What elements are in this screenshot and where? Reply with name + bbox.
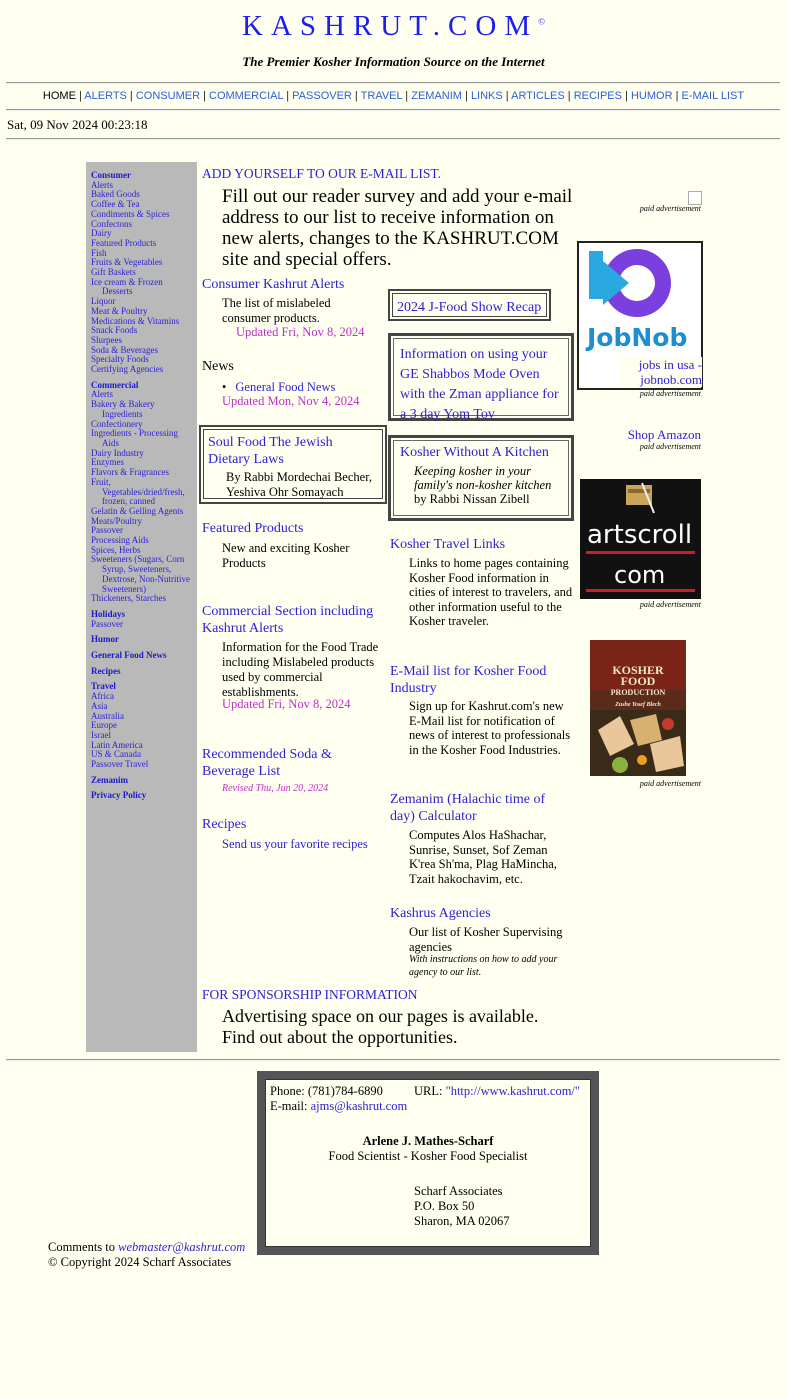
sidebar-item-certifying-agencies[interactable]: Certifying Agencies — [91, 364, 164, 375]
sidebar-item-dairy[interactable]: Dairy — [91, 228, 112, 239]
artscroll-logo-icon — [580, 479, 701, 599]
email-link[interactable]: ajms@kashrut.com — [310, 1099, 408, 1113]
contact-city: Sharon, MA 02067 — [414, 1214, 510, 1228]
nav-separator: | — [200, 90, 210, 102]
paid-ad-label: paid advertisement — [639, 389, 701, 398]
book-title-line: KOSHER — [612, 663, 664, 677]
copyright-mark: © — [538, 16, 545, 27]
sidebar-item-ice-cream-frozen[interactable]: Ice cream & Frozen — [91, 276, 163, 287]
sidebar-item-dextrose-non-nutritive[interactable]: Dextrose, Non-Nutritive — [102, 573, 190, 584]
nav-separator: | — [126, 90, 136, 102]
sidebar-item-spices-herbs[interactable]: Spices, Herbs — [91, 544, 141, 555]
commercial-section-text: Information for the Food Trade including Mislabeled products used by commercial establishments. — [222, 640, 379, 699]
nav-separator: | — [502, 90, 512, 102]
paid-ad-label: paid advertisement — [639, 442, 701, 451]
zemanim-text: Computes Alos HaShachar, Sunrise, Sunset, Sof Zeman K'rea Sh'ma, Plag HaMincha, Tzait hakochavim, etc. — [409, 828, 557, 886]
consumer-alerts-text: The list of mislabeled consumer products. — [222, 296, 331, 325]
email-list-title[interactable]: ADD YOURSELF TO OUR E-MAIL LIST. — [202, 166, 441, 181]
contact-org: Scharf Associates — [414, 1184, 503, 1198]
sidebar-heading-humor[interactable]: Humor — [91, 634, 119, 645]
soda-revised: Revised Thu, Jun 20, 2024 — [222, 783, 329, 794]
send-recipes-link[interactable]: Send us your favorite recipes — [222, 837, 368, 851]
sidebar-item-baked-goods[interactable]: Baked Goods — [91, 189, 140, 200]
nav-separator: | — [351, 90, 361, 102]
sidebar-item-alerts[interactable]: Alerts — [91, 179, 113, 190]
nav-separator: | — [283, 90, 293, 102]
email-label: E-mail: — [270, 1099, 311, 1113]
sidebar-item-alerts[interactable]: Alerts — [91, 389, 113, 400]
soul-food-link[interactable]: Soul Food The Jewish Dietary Laws — [208, 435, 333, 467]
sidebar-heading-travel[interactable]: Travel — [91, 681, 116, 692]
consumer-alerts-updated: Updated Fri, Nov 8, 2024 — [236, 325, 365, 339]
artscroll-ad[interactable] — [580, 479, 701, 599]
agencies-text: Our list of Kosher Supervising agencies — [409, 925, 563, 954]
consumer-alerts-link[interactable]: Consumer Kashrut Alerts — [202, 277, 345, 292]
nav-separator: | — [621, 90, 631, 102]
sidebar-item-gift-baskets[interactable]: Gift Baskets — [91, 267, 136, 278]
sidebar-item-confectons[interactable]: Confectons — [91, 218, 132, 229]
kosher-without-kitchen-link[interactable]: Kosher Without A Kitchen — [400, 445, 549, 460]
sidebar-item-fruit[interactable]: Fruit, — [91, 476, 111, 487]
industry-email-text: Sign up for Kashrut.com's new E-Mail list for notification of news of interest to professionals in the Kosher Food Industries. — [409, 699, 571, 757]
nav-separator: | — [402, 90, 412, 102]
sidebar-item-africa[interactable]: Africa — [91, 691, 114, 702]
sidebar-item-specialty-foods[interactable]: Specialty Foods — [91, 354, 149, 365]
sidebar-item-desserts[interactable]: Desserts — [102, 286, 133, 297]
nav-item-recipes[interactable]: RECIPES — [573, 90, 622, 102]
nav-item-travel[interactable]: TRAVEL — [360, 90, 403, 102]
comments-label: Comments to — [48, 1240, 119, 1254]
site-url-link[interactable]: "http://www.kashrut.com/" — [445, 1084, 580, 1098]
book-author: Zushe Yosef Blech — [615, 702, 661, 708]
sidebar-item-processing-aids[interactable]: Processing Aids — [91, 535, 149, 546]
travel-links-link[interactable]: Kosher Travel Links — [390, 537, 506, 552]
sidebar-item-europe[interactable]: Europe — [91, 720, 117, 731]
email-list-text: Fill out our reader survey and add your e-mail address to our list to receive information on new alerts, changes to the KASHRUT.COM site and special offers. — [222, 186, 573, 270]
sidebar-item-sweeteners-sugars-corn[interactable]: Sweeteners (Sugars, Corn — [91, 554, 185, 565]
soda-list-link[interactable]: Recommended Soda & Beverage List — [202, 747, 332, 779]
sidebar-item-sweeteners[interactable]: Sweeteners) — [102, 583, 146, 594]
sidebar-heading-recipes[interactable]: Recipes — [91, 665, 121, 676]
logo-text: KASHRUT.COM — [242, 10, 539, 42]
nav-separator: | — [461, 90, 471, 102]
news-updated: Updated Mon, Nov 4, 2024 — [222, 394, 360, 408]
sidebar-item-australia[interactable]: Australia — [91, 710, 124, 721]
sidebar-heading-holidays[interactable]: Holidays — [91, 608, 126, 619]
sidebar-item-passover-travel[interactable]: Passover Travel — [91, 759, 149, 770]
soul-food-box — [199, 425, 387, 504]
sidebar-item-coffee-tea[interactable]: Coffee & Tea — [91, 199, 140, 210]
tagline: The Premier Kosher Information Source on the Internet — [242, 54, 545, 69]
sponsorship-link[interactable]: FOR SPONSORSHIP INFORMATION — [202, 987, 418, 1002]
sidebar-item-slurpees[interactable]: Slurpees — [91, 334, 122, 345]
shop-amazon-link[interactable]: Shop Amazon — [627, 427, 701, 442]
divider — [6, 109, 780, 111]
divider — [6, 138, 780, 140]
featured-products-link[interactable]: Featured Products — [202, 521, 304, 536]
sidebar-item-fish[interactable]: Fish — [91, 247, 107, 258]
svg-text:com: com — [614, 561, 666, 589]
sidebar-item-israel[interactable]: Israel — [91, 729, 111, 740]
sidebar-item-vegetables-dried-fresh[interactable]: Vegetables/dried/fresh, — [102, 486, 185, 497]
sidebar — [86, 162, 197, 1052]
shabbos-oven-link[interactable]: Information on using your GE Shabbos Mode Oven with the Zman appliance for a 3 day Yom Tov — [400, 347, 559, 422]
food-photo-icon — [590, 710, 686, 776]
industry-email-link[interactable]: E-Mail list for Kosher Food Industry — [390, 664, 547, 696]
jobnob-link[interactable]: jobs in usa - jobnob.com — [620, 357, 702, 387]
sidebar-item-liquor[interactable]: Liquor — [91, 296, 116, 307]
jobnob-logo-icon — [579, 243, 701, 363]
url-label: URL: — [414, 1084, 446, 1098]
sidebar-item-medications-vitamins[interactable]: Medications & Vitamins — [91, 315, 180, 326]
sidebar-item-asia[interactable]: Asia — [91, 700, 108, 711]
zemanim-calculator-link[interactable]: Zemanim (Halachic time of day) Calculator — [390, 792, 546, 824]
sidebar-item-soda-beverages[interactable]: Soda & Beverages — [91, 344, 158, 355]
book-title-line: PRODUCTION — [610, 688, 666, 697]
sidebar-item-dairy-industry[interactable]: Dairy Industry — [91, 447, 144, 458]
sidebar-item-snack-foods[interactable]: Snack Foods — [91, 325, 138, 336]
kosher-food-production-book-ad[interactable] — [590, 640, 686, 776]
kashrus-agencies-link[interactable]: Kashrus Agencies — [390, 906, 491, 921]
sidebar-item-ingredients-processing[interactable]: Ingredients - Processing — [91, 428, 178, 439]
travel-links-text: Links to home pages containing Kosher Food information in cities of interest to travelers, and other information useful to the Kosher traveler. — [409, 556, 573, 628]
agencies-note: With instructions on how to add your agency to our list. — [409, 954, 558, 978]
current-datetime: Sat, 09 Nov 2024 00:23:18 — [7, 117, 148, 132]
divider — [6, 1059, 780, 1061]
sidebar-item-meat-poultry[interactable]: Meat & Poultry — [91, 305, 148, 316]
contact-email — [270, 1099, 407, 1114]
nav-item-e-mail-list[interactable]: E-MAIL LIST — [681, 90, 745, 102]
nav-item-articles[interactable]: ARTICLES — [511, 90, 565, 102]
sidebar-heading-commercial[interactable]: Commercial — [91, 379, 139, 390]
soul-food-author: By Rabbi Mordechai Becher, Yeshiva Ohr Somayach — [226, 470, 372, 499]
sidebar-item-confectionery[interactable]: Confectionery — [91, 418, 143, 429]
top-navigation — [0, 90, 787, 102]
site-logo — [0, 10, 787, 43]
shabbos-box — [388, 333, 574, 421]
recipes-link[interactable]: Recipes — [202, 817, 247, 832]
jfood-link[interactable]: 2024 J-Food Show Recap — [397, 300, 542, 315]
featured-products-text: New and exciting Kosher Products — [222, 541, 350, 570]
divider — [6, 82, 780, 84]
paid-ad-label: paid advertisement — [639, 779, 701, 788]
sidebar-item-bakery-bakery[interactable]: Bakery & Bakery — [91, 399, 155, 410]
book-title-line: FOOD — [620, 674, 656, 688]
sidebar-item-syrup-sweeteners[interactable]: Syrup, Sweeteners, — [102, 564, 172, 575]
sidebar-heading-privacy[interactable]: Privacy Policy — [91, 790, 147, 801]
contact-name: Arlene J. Mathes-Scharf — [362, 1134, 494, 1148]
contact-pobox: P.O. Box 50 — [414, 1199, 475, 1213]
nav-separator: | — [75, 90, 85, 102]
commercial-updated: Updated Fri, Nov 8, 2024 — [222, 697, 351, 711]
broken-image-icon[interactable] — [688, 191, 702, 205]
sidebar-heading-general-food-news[interactable]: General Food News — [91, 650, 167, 661]
contact-phone: Phone: (781)784-6890 — [270, 1084, 383, 1098]
sidebar-item-aids[interactable]: Aids — [102, 437, 120, 448]
sidebar-item-fruits-vegetables[interactable]: Fruits & Vegetables — [91, 257, 163, 268]
nav-item-passover[interactable]: PASSOVER — [292, 90, 352, 102]
nav-separator: | — [672, 90, 682, 102]
sidebar-item-us-canada[interactable]: US & Canada — [91, 749, 141, 760]
nav-item-consumer[interactable]: CONSUMER — [135, 90, 201, 102]
paid-ad-label: paid advertisement — [639, 204, 701, 213]
kosher-without-kitchen-box — [388, 435, 574, 521]
sidebar-item-passover[interactable]: Passover — [91, 525, 123, 536]
contact-url — [414, 1084, 580, 1099]
kwak-subtitle: Keeping kosher in your family's non-kosher kitchen — [414, 464, 552, 492]
nav-item-zemanim[interactable]: ZEMANIM — [411, 90, 462, 102]
svg-text:JobNob: JobNob — [587, 323, 688, 352]
commercial-section-link[interactable]: Commercial Section including Kashrut Alerts — [202, 604, 374, 636]
nav-item-home[interactable]: HOME — [42, 90, 76, 102]
sidebar-item-latin-america[interactable]: Latin America — [91, 739, 143, 750]
sidebar-heading-zemanim[interactable]: Zemanim — [91, 774, 128, 785]
news-list-item: • General Food News — [222, 380, 336, 394]
contact-role: Food Scientist - Kosher Food Specialist — [328, 1149, 528, 1163]
webmaster-email-link[interactable]: webmaster@kashrut.com — [118, 1240, 246, 1254]
nav-item-links[interactable]: LINKS — [470, 90, 503, 102]
contact-box — [257, 1071, 599, 1255]
news-heading: News — [202, 359, 234, 374]
paid-ad-label: paid advertisement — [639, 600, 701, 609]
copyright: © Copyright 2024 Scharf Associates — [48, 1255, 232, 1269]
general-food-news-link[interactable]: General Food News — [235, 380, 336, 394]
nav-item-humor[interactable]: HUMOR — [630, 90, 673, 102]
sponsorship-text: Advertising space on our pages is available. Find out about the opportunities. — [222, 1006, 539, 1047]
sidebar-item-enzymes[interactable]: Enzymes — [91, 457, 124, 468]
sidebar-item-frozen-canned[interactable]: frozen, canned — [102, 496, 155, 507]
sidebar-heading-consumer[interactable]: Consumer — [91, 170, 131, 180]
jfood-box — [388, 289, 551, 321]
sidebar-item-flavors-fragrances[interactable]: Flavors & Fragrances — [91, 467, 169, 478]
sidebar-item-featured-products[interactable]: Featured Products — [91, 237, 157, 248]
nav-item-commercial[interactable]: COMMERCIAL — [209, 90, 284, 102]
nav-separator: | — [564, 90, 574, 102]
nav-item-alerts[interactable]: ALERTS — [84, 90, 127, 102]
sidebar-item-meats-poultry[interactable]: Meats/Poultry — [91, 515, 142, 526]
kwak-author: by Rabbi Nissan Zibell — [414, 492, 530, 506]
svg-text:artscroll: artscroll — [587, 520, 693, 550]
sidebar-item-condiments-spices[interactable]: Condiments & Spices — [91, 208, 170, 219]
sidebar-item-passover[interactable]: Passover — [91, 618, 123, 629]
sidebar-item-ingredients[interactable]: Ingredients — [102, 408, 143, 419]
sidebar-item-thickeners-starches[interactable]: Thickeners, Starches — [91, 593, 166, 604]
comments-line — [48, 1240, 245, 1255]
sidebar-item-gelatin-gelling-agents[interactable]: Gelatin & Gelling Agents — [91, 505, 184, 516]
